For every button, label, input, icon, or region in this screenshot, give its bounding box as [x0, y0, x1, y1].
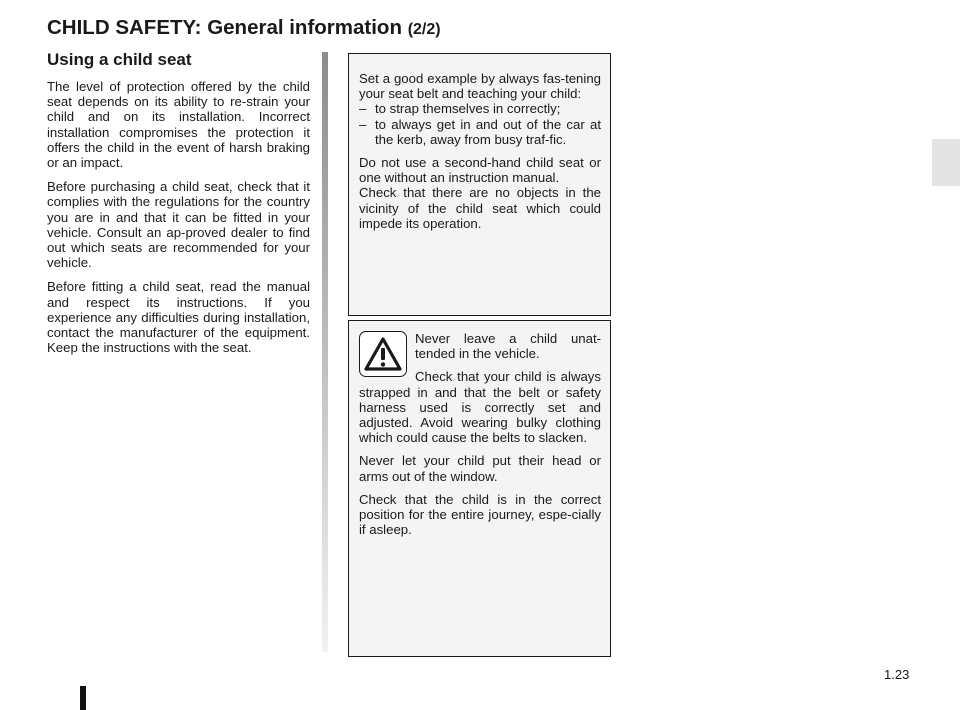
- page-title: [47, 16, 441, 40]
- page-title-text: CHILD SAFETY: General information: [47, 16, 402, 39]
- advice-intro: Set a good example by always fas-tening your seat belt and teaching your child:: [359, 71, 601, 102]
- left-paragraph-2: Before purchasing a child seat, check that it complies with the regulations for the country you are in and that it can be fitted in your vehicle. Consult an ap-proved dealer to find out which seats are recommended for your vehicle.: [47, 179, 310, 271]
- warning-paragraph-3: Never let your child put their head or arms out of the window.: [359, 453, 601, 484]
- corner-mark: [80, 686, 86, 710]
- list-dash: –: [359, 101, 367, 117]
- list-dash: –: [359, 116, 367, 132]
- warning-box: [348, 320, 611, 657]
- left-column: [47, 50, 310, 364]
- page-title-part: (2/2): [407, 21, 441, 38]
- warning-paragraph-2: Check that your child is always strapped in and that the belt or safety harness used is correctly set and adjusted. Avoid wearing bulky clothing which could cause the belts to slacken.: [359, 369, 601, 446]
- advice-paragraph-1: Do not use a second-hand child seat or one without an instruction manual.: [359, 155, 601, 186]
- advice-list: [359, 101, 601, 147]
- warning-paragraph-1: Never leave a child unat-tended in the vehicle.: [415, 331, 601, 362]
- advice-paragraph-2: Check that there are no objects in the vicinity of the child seat which could impede its operation.: [359, 185, 601, 231]
- advice-list-item: [359, 117, 601, 147]
- advice-box: [348, 53, 611, 316]
- left-paragraph-1: The level of protection offered by the child seat depends on its ability to re-strain your child and on its installation. Incorrect installation compromises the protection it offers the child in the event of harsh braking or an impact.: [47, 79, 310, 171]
- warning-triangle-icon: [359, 331, 407, 377]
- chapter-tab: [932, 139, 960, 186]
- advice-list-item-text: to always get in and out of the car at the kerb, away from busy traf-fic.: [375, 116, 601, 147]
- advice-list-item: [359, 101, 601, 116]
- advice-list-item-text: to strap themselves in correctly;: [375, 101, 561, 117]
- warning-triangle-icon-graphic: [364, 337, 402, 371]
- left-paragraph-3: Before fitting a child seat, read the manual and respect its instructions. If you experience any difficulties during installation, contact the manufacturer of the equipment. Keep the instructions with the seat.: [47, 279, 310, 356]
- warning-paragraph-4: Check that the child is in the correct position for the entire journey, espe-cially if asleep.: [359, 491, 601, 538]
- section-heading: Using a child seat: [47, 50, 192, 69]
- page-number: 1.23: [884, 667, 910, 682]
- column-divider: [322, 52, 328, 652]
